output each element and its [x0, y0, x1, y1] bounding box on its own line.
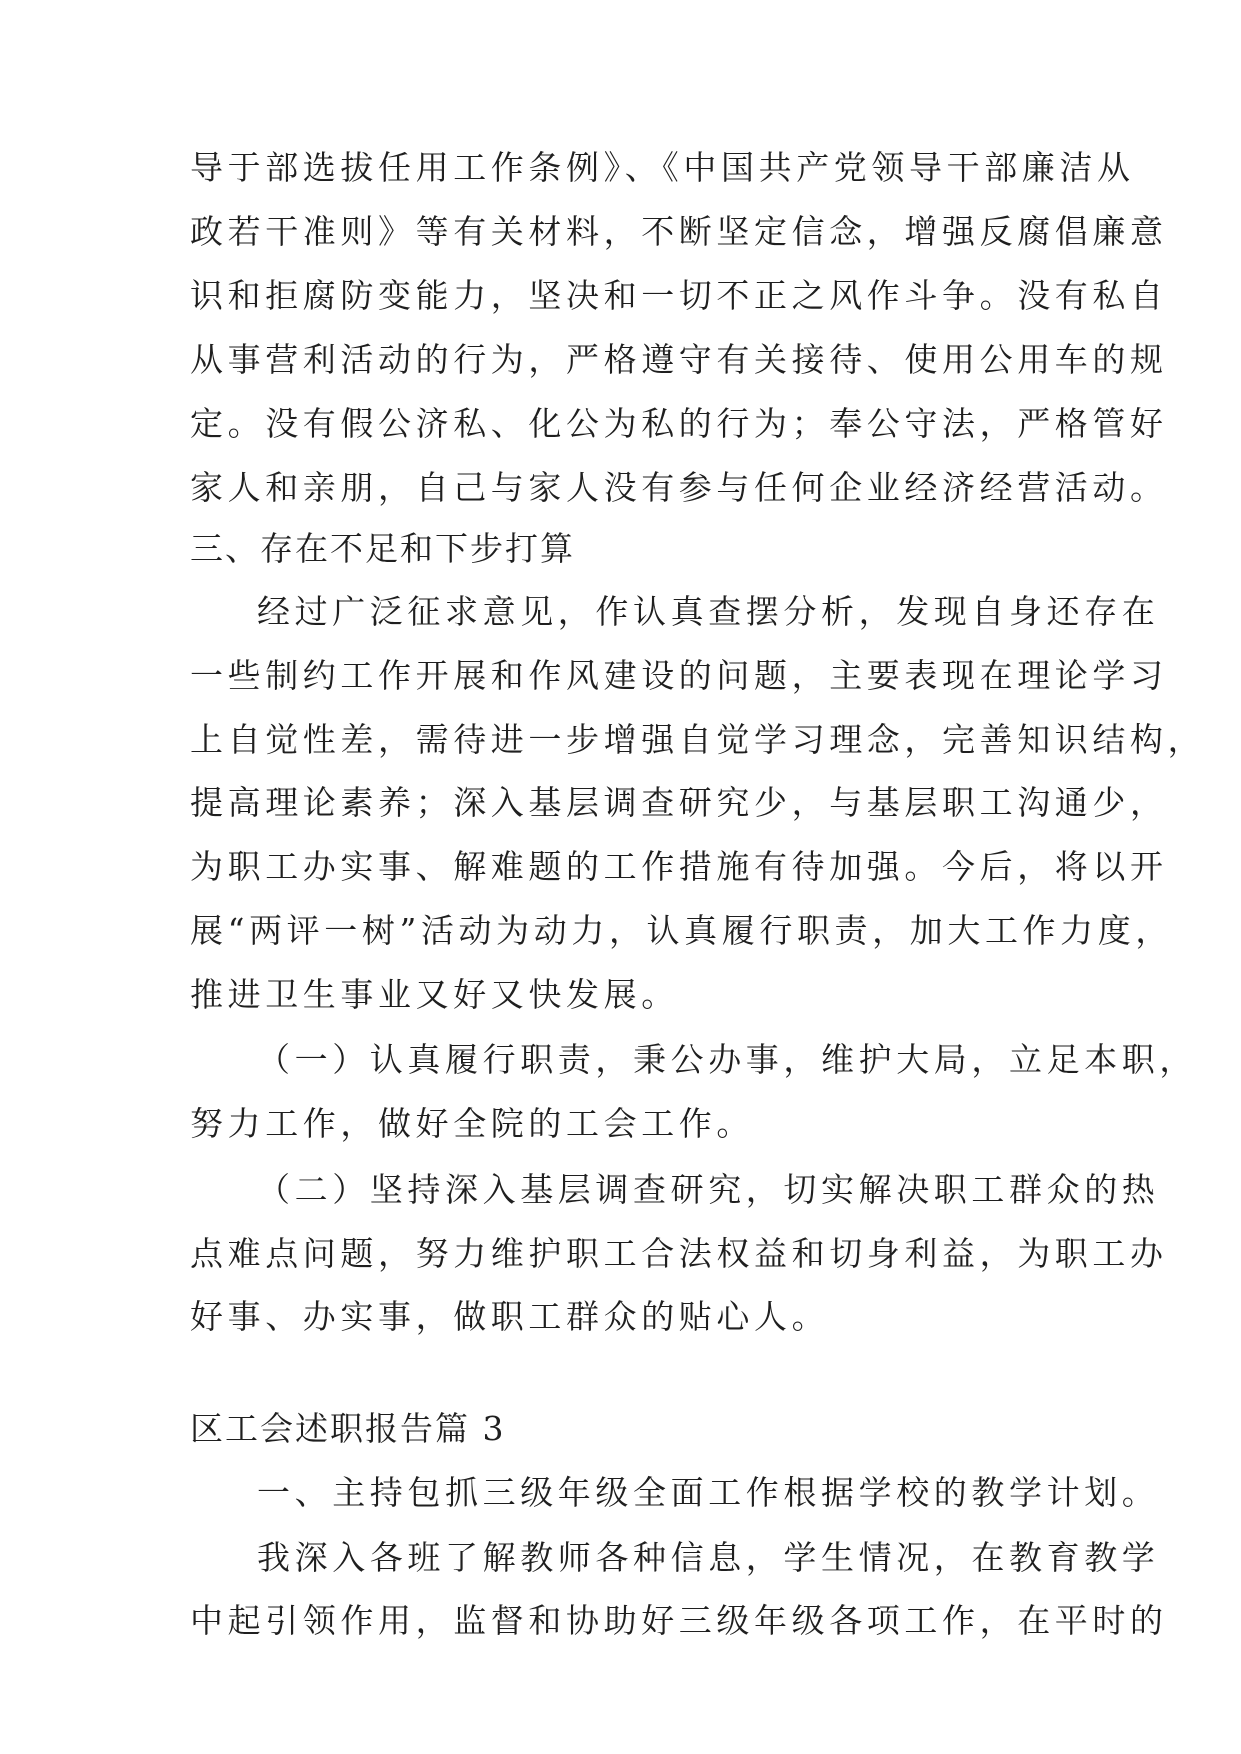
- text-line: 从事营利活动的行为，严格遵守有关接待、使用公用车的规: [190, 340, 1168, 379]
- section-heading: 三、存在不足和下步打算: [190, 529, 575, 568]
- text-line: 努力工作，做好全院的工会工作。: [190, 1104, 754, 1143]
- text-line: 中起引领作用，监督和协助好三级年级各项工作，在平时的: [190, 1601, 1168, 1640]
- text-line: 家人和亲朋，自己与家人没有参与任何企业经济经营活动。: [190, 468, 1168, 507]
- text-line: 政若干准则》等有关材料，不断坚定信念，增强反腐倡廉意: [190, 212, 1168, 251]
- text-line: 为职工办实事、解难题的工作措施有待加强。今后，将以开: [190, 847, 1168, 886]
- text-line: 上自觉性差，需待进一步增强自觉学习理念，完善知识结构，: [190, 720, 1206, 759]
- section-heading: 区工会述职报告篇 3: [190, 1409, 506, 1448]
- text-line: （二）坚持深入基层调查研究，切实解决职工群众的热: [257, 1170, 1160, 1209]
- text-line: 好事、办实事，做职工群众的贴心人。: [190, 1297, 830, 1336]
- text-line: 推进卫生事业又好又快发展。: [190, 975, 679, 1014]
- text-line: 点难点问题，努力维护职工合法权益和切身利益，为职工办: [190, 1234, 1168, 1273]
- text-line: （一）认真履行职责，秉公办事，维护大局，立足本职，: [257, 1040, 1197, 1079]
- text-line: 一些制约工作开展和作风建设的问题，主要表现在理论学习: [190, 656, 1168, 695]
- text-line: 我深入各班了解教师各种信息，学生情况，在教育教学: [257, 1538, 1160, 1577]
- text-line: 提高理论素养；深入基层调查研究少，与基层职工沟通少，: [190, 783, 1168, 822]
- text-line: 展“两评一树”活动为动力，认真履行职责，加大工作力度，: [190, 911, 1173, 950]
- text-line: 识和拒腐防变能力，坚决和一切不正之风作斗争。没有私自: [190, 276, 1168, 315]
- text-line: 一、主持包抓三级年级全面工作根据学校的教学计划。: [257, 1473, 1160, 1512]
- text-line: 导于部选拔任用工作条例》、《中国共产党领导干部廉洁从: [190, 148, 1135, 187]
- text-line: 定。没有假公济私、化公为私的行为；奉公守法，严格管好: [190, 404, 1168, 443]
- text-line: 经过广泛征求意见，作认真查摆分析，发现自身还存在: [257, 592, 1160, 631]
